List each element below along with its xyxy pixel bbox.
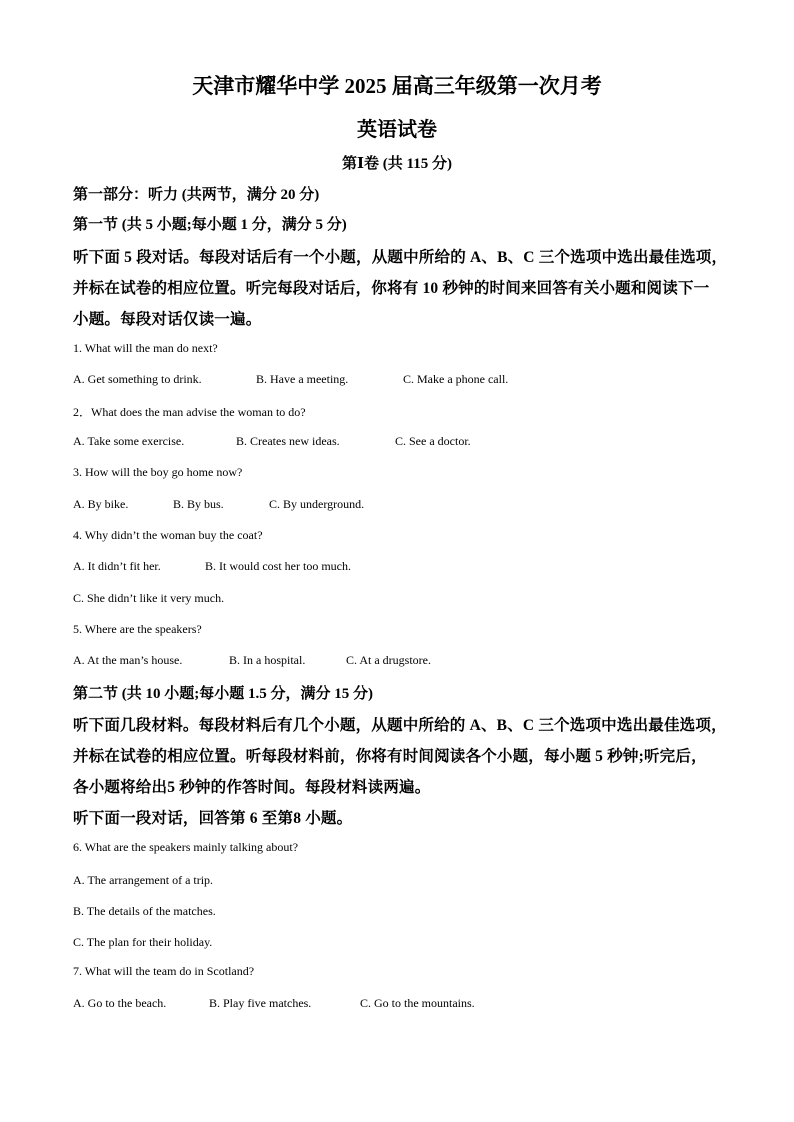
option-c: C. The plan for their holiday. [73, 935, 213, 949]
question-stem: 1. What will the man do next? [73, 341, 218, 355]
question-stem: 7. What will the team do in Scotland? [73, 964, 255, 978]
option-a: A. The arrangement of a trip. [73, 873, 214, 887]
option-c: C. She didn’t like it very much. [73, 591, 225, 605]
option-a: A. It didn’t fit her. [73, 559, 161, 573]
section2-instruction-line: 并标在试卷的相应位置。听每段材料前，你将有时间阅读各个小题，每小题 5 秒钟;听完后， [73, 748, 707, 765]
option-c: C. By underground. [269, 497, 365, 511]
section1-instruction-line: 小题。每段对话仅读一遍。 [73, 311, 262, 328]
option-a: A. At the man’s house. [73, 653, 183, 667]
exam-title: 天津市耀华中学 2025 届高三年级第一次月考 [192, 74, 602, 98]
part1-heading: 第一部分：听力 (共两节，满分 20 分) [73, 187, 320, 203]
section2-instruction-line: 各小题将给出5 秒钟的作答时间。每段材料读两遍。 [73, 779, 431, 796]
option-b: B. By bus. [173, 497, 224, 511]
option-c: C. At a drugstore. [346, 653, 431, 667]
section1-heading: 第一节 (共 5 小题;每小题 1 分，满分 5 分) [73, 217, 347, 233]
question-stem: 4. Why didn’t the woman buy the coat? [73, 528, 263, 542]
section1-instruction-line: 并标在试卷的相应位置。听完每段对话后，你将有 10 秒钟的时间来回答有关小题和阅读下一 [73, 280, 710, 297]
question-stem: 3. How will the boy go home now? [73, 465, 243, 479]
section1-instruction-line: 听下面 5 段对话。每段对话后有一个小题，从题中所给的 A、B、C 三个选项中选出最佳选项， [73, 249, 728, 266]
option-a: A. Take some exercise. [73, 434, 185, 448]
section2-heading: 第二节 (共 10 小题;每小题 1.5 分，满分 15 分) [73, 686, 373, 702]
option-b: B. It would cost her too much. [205, 559, 351, 573]
option-b: B. The details of the matches. [73, 904, 216, 918]
option-b: B. Creates new ideas. [236, 434, 340, 448]
option-a: A. Go to the beach. [73, 996, 167, 1010]
volume-heading: 第Ⅰ卷 (共 115 分) [342, 156, 452, 172]
option-c: C. See a doctor. [395, 434, 471, 448]
question-stem: 6. What are the speakers mainly talking about? [73, 840, 299, 854]
option-b: B. Play five matches. [209, 996, 312, 1010]
question-stem: 2．What does the man advise the woman to do? [73, 405, 306, 419]
question-stem: 5. Where are the speakers? [73, 622, 202, 636]
option-c: C. Go to the mountains. [360, 996, 475, 1010]
option-b: B. Have a meeting. [256, 372, 349, 386]
option-a: A. Get something to drink. [73, 372, 202, 386]
exam-subject: 英语试卷 [357, 119, 437, 141]
option-a: A. By bike. [73, 497, 129, 511]
group-intro: 听下面一段对话，回答第 6 至第8 小题。 [73, 810, 353, 827]
section2-instruction-line: 听下面几段材料。每段材料后有几个小题，从题中所给的 A、B、C 三个选项中选出最佳选项， [73, 717, 727, 734]
option-c: C. Make a phone call. [403, 372, 509, 386]
option-b: B. In a hospital. [229, 653, 306, 667]
